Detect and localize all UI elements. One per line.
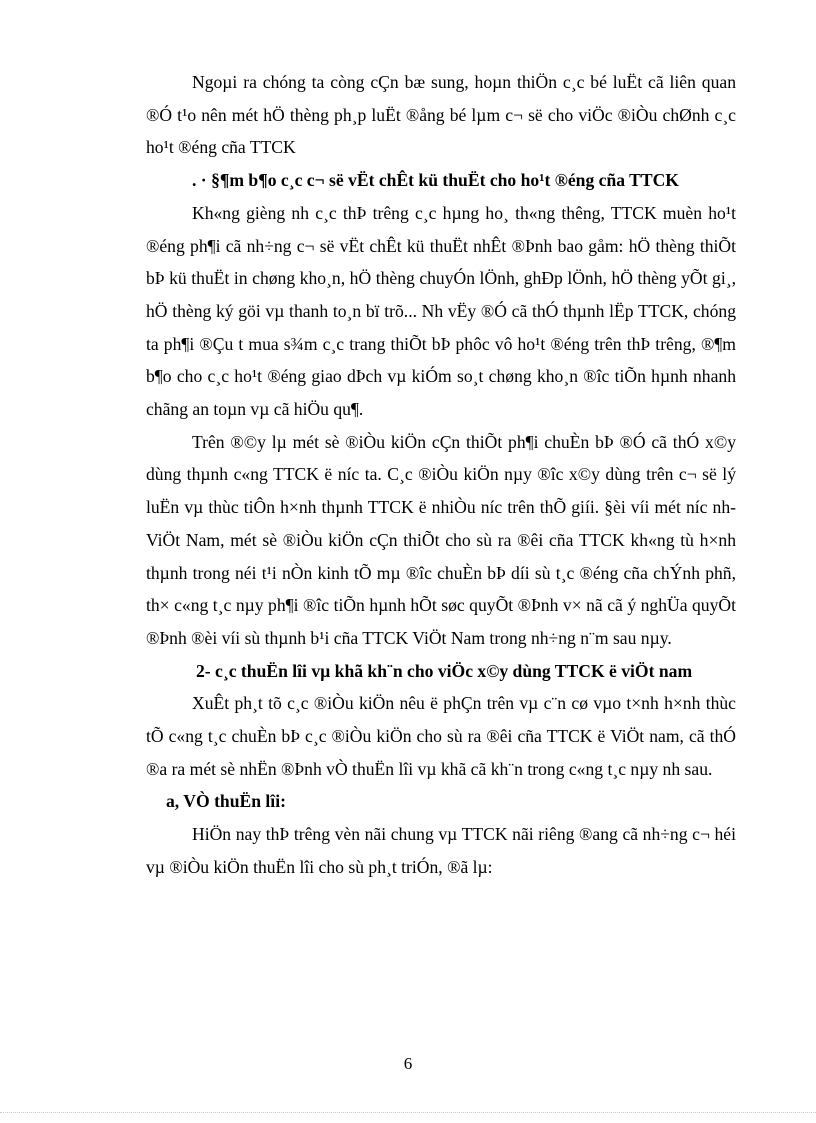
paragraph-technical-infrastructure: Kh«ng gièng nh c¸c thÞ trêng c¸c hµng ho¸ th«ng thêng, TTCK muèn ho¹t ®éng ph¶i cã nh÷ng c¬ së vËt chÊt kü thuËt nhÊt ®Þnh bao gåm: hÖ thèng thiÕt bÞ kü thuËt in chøng kho¸n, hÖ thèng chuyÓn lÖnh, ghÐp lÖnh, hÖ thèng yÕt gi¸, hÖ thèng ký göi vµ thanh to¸n bï trõ... Nh vËy ®Ó cã thÓ thµnh lËp TTCK, chóng ta ph¶i ®Çu t mua s¾m c¸c trang thiÕt bÞ phôc vô ho¹t ®éng trên thÞ trêng, ®¶m b¶o cho c¸c ho¹t ®éng giao dÞch vµ kiÓm so¸t chøng kho¸n ®îc tiÕn hµnh nhanh chãng an toµn vµ cã hiÖu qu¶.	[146, 202, 736, 420]
footer-divider	[0, 1112, 816, 1113]
heading-advantages-difficulties: 2- c¸c thuËn lîi vµ khã kh¨n cho viÖc x©y dùng TTCK ë viÖt nam	[196, 660, 693, 681]
paragraph-assessment-intro: XuÊt ph¸t tõ c¸c ®iÒu kiÖn nêu ë phÇn trên vµ c¨n cø vµo t×nh h×nh thùc tÕ c«ng t¸c chuÈn bÞ c¸c ®iÒu kiÖn cho sù ra ®êi cña TTCK ë ViÖt nam, cã thÓ ®a ra mét sè nhËn ®Þnh vÒ thuËn lîi vµ khã cã kh¨n trong c«ng t¸c nµy nh sau.	[146, 693, 736, 779]
paragraph-advantages-intro: HiÖn nay thÞ trêng vèn nãi chung vµ TTCK nãi riêng ®ang cã nh÷ng c¬ héi vµ ®iÒu kiÖn thuËn lîi cho sù ph¸t triÓn, ®ã lµ:	[146, 824, 736, 877]
heading-advantages: a, VÒ thuËn lîi:	[166, 791, 286, 812]
paragraph-legal-framework: Ngoµi ra chóng ta còng cÇn bæ sung, hoµn thiÖn c¸c bé luËt cã liên quan ®Ó t¹o nên mét hÖ thèng ph¸p luËt ®ång bé lµm c¬ së cho viÖc ®iÒu chØnh c¸c ho¹t ®éng cña TTCK	[146, 72, 736, 158]
heading-technical-infrastructure: . · §¶m b¶o c¸c c¬ së vËt chÊt kü thuËt cho ho¹t ®éng cña TTCK	[192, 170, 679, 191]
page-number: 6	[403, 1054, 413, 1073]
document-body	[146, 66, 736, 884]
paragraph-conditions-summary: Trên ®©y lµ mét sè ®iÒu kiÖn cÇn thiÕt ph¶i chuÈn bÞ ®Ó cã thÓ x©y dùng thµnh c«ng TTCK ë níc ta. C¸c ®iÒu kiÖn nµy ®îc x©y dùng trên c¬ së lý luËn vµ thùc tiÔn h×nh thµnh TTCK ë nhiÒu níc trên thÕ giíi. §èi víi mét níc nh ViÖt Nam, mét sè ®iÒu kiÖn cÇn thiÕt cho sù ra ®êi cña TTCK kh«ng tù h×nh thµnh trong néi t¹i nÒn kinh tÕ mµ ®îc chuÈn bÞ díi sù t¸c ®éng cña chÝnh phñ, th× c«ng t¸c nµy ph¶i ®îc tiÕn hµnh hÕt søc quyÕt ®Þnh v× nã cã ý nghÜa quyÕt ®Þnh ®èi víi sù thµnh b¹i cña TTCK ViÖt Nam trong nh÷ng n¨m sau nµy.	[146, 431, 736, 648]
